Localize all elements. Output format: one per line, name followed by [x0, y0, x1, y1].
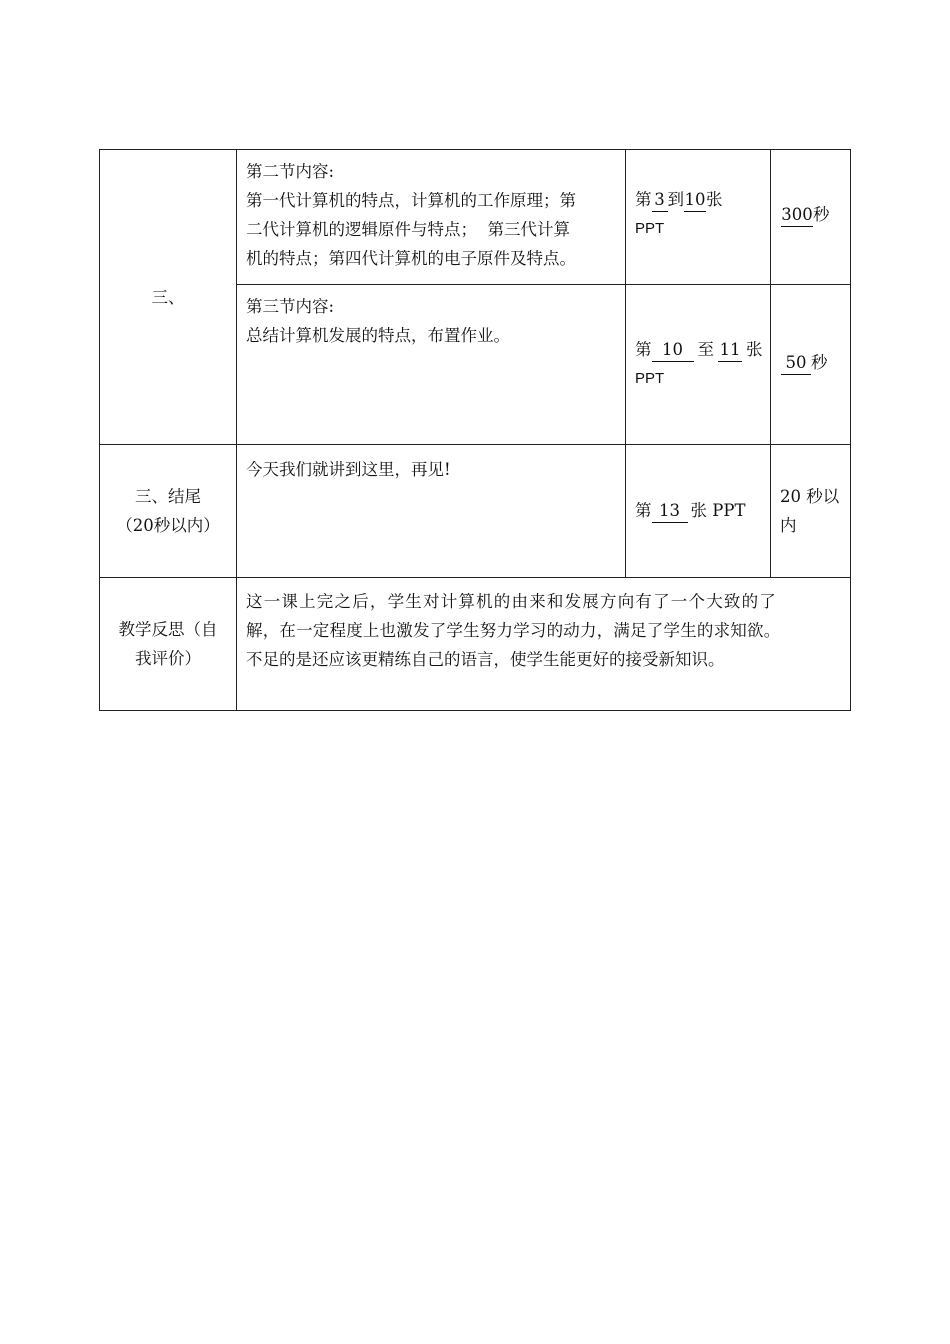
section-label-cell: [100, 150, 236, 444]
section-3-slides-cell: [635, 335, 767, 393]
ending-label: 三、结尾: [135, 487, 201, 506]
slides-from: 3: [652, 189, 668, 212]
ending-time-cell: [780, 482, 848, 540]
ending-label-cell: [100, 445, 236, 577]
ending-slides-cell: [635, 496, 767, 525]
section-2-slides-range: [635, 185, 767, 214]
slides-prefix: 第: [635, 340, 652, 359]
section-3-time-cell: [781, 348, 849, 377]
section-3-heading: 第三节内容:: [246, 297, 335, 316]
section-2-heading: 第二节内容:: [246, 162, 335, 181]
slides-suffix: 张 PPT: [690, 501, 746, 520]
reflection-label: 教学反思（自: [118, 620, 218, 639]
time-value: 300: [781, 204, 813, 227]
time-unit: 秒: [813, 205, 830, 224]
section-3-slides-range: [635, 335, 767, 364]
section-2-line: 二代计算机的逻辑原件与特点； 第三代计算: [246, 220, 570, 239]
column-divider: [625, 149, 626, 578]
slides-prefix: 第: [635, 501, 652, 520]
section-2-slides-cell: [635, 185, 767, 243]
reflection-line: 不足的是还应该更精练自己的语言，使学生能更好的接受新知识。: [246, 650, 725, 669]
table-border-right: [850, 149, 851, 711]
slides-mid: 至: [697, 340, 714, 359]
reflection-content-cell: [246, 587, 848, 674]
ending-time-line: 20 秒以: [780, 487, 840, 506]
slides-ppt: PPT: [635, 220, 665, 237]
ending-time-line: 内: [780, 516, 797, 535]
slides-num: 13: [652, 500, 688, 523]
slides-to: 10: [684, 189, 706, 212]
section-2-line: 第一代计算机的特点，计算机的工作原理；第: [246, 191, 576, 210]
column-divider: [770, 149, 771, 578]
section-2-line: 机的特点；第四代计算机的电子原件及特点。: [246, 249, 576, 268]
row-divider-inner: [236, 284, 851, 285]
table-border-bottom: [99, 710, 851, 711]
reflection-label: 我评价）: [135, 649, 201, 668]
ending-text: 今天我们就讲到这里，再见!: [246, 460, 451, 479]
slides-from: 10: [652, 339, 694, 362]
column-divider: [236, 149, 237, 711]
slides-mid: 到: [667, 190, 684, 209]
section-2-time-cell: [781, 200, 849, 229]
section-3-content-cell: [246, 292, 622, 350]
section-3-line: 总结计算机发展的特点，布置作业。: [246, 326, 510, 345]
slides-suffix: 张: [706, 190, 723, 209]
ending-content-cell: [246, 455, 622, 484]
slides-suffix: 张: [746, 340, 763, 359]
reflection-line: 这一课上完之后，学生对计算机的由来和发展方向有了一个大致的了: [246, 592, 777, 611]
reflection-line: 解，在一定程度上也激发了学生努力学习的动力，满足了学生的求知欲。: [246, 621, 781, 640]
time-unit: 秒: [811, 353, 828, 372]
slides-ppt: PPT: [635, 370, 665, 387]
slides-prefix: 第: [635, 190, 652, 209]
reflection-label-cell: [100, 578, 236, 710]
ending-duration: （20秒以内）: [116, 516, 220, 535]
section-2-content-cell: [246, 157, 622, 273]
slides-to: 11: [718, 339, 742, 362]
section-label: 三、: [151, 287, 185, 307]
time-value: 50: [781, 352, 811, 375]
